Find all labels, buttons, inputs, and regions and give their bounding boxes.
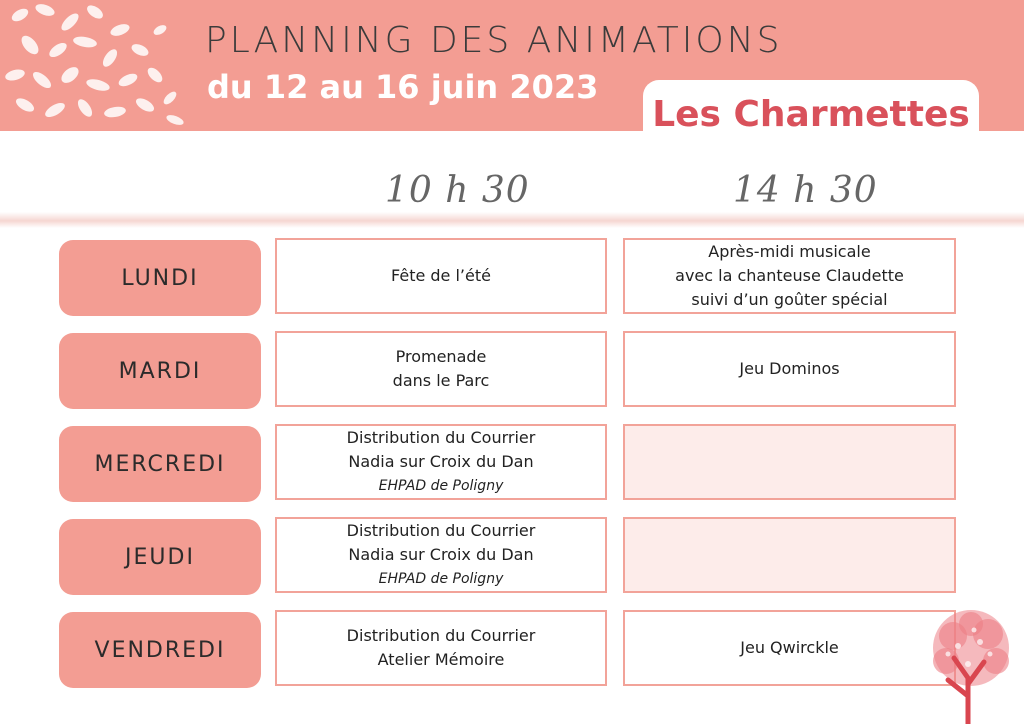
day-label: VENDREDI	[59, 612, 261, 688]
activity-line: Atelier Mémoire	[377, 650, 505, 669]
day-label: MARDI	[59, 333, 261, 409]
activity-line: Jeu Dominos	[739, 359, 840, 378]
activity-line: Distribution du Courrier	[346, 626, 536, 645]
page-title: PLANNING DES ANIMATIONS	[205, 20, 783, 61]
activity-cell-afternoon-empty	[623, 424, 956, 500]
activity-cell-morning	[275, 424, 607, 500]
activity-line: Promenade	[395, 347, 487, 366]
activity-cell-afternoon	[623, 610, 956, 686]
leaf-cluster-icon	[0, 0, 200, 131]
activity-line-location: EHPAD de Poligny	[378, 478, 504, 494]
activity-line: Nadia sur Croix du Dan	[348, 452, 534, 471]
activity-cell-afternoon-empty	[623, 517, 956, 593]
day-label: MERCREDI	[59, 426, 261, 502]
site-name: Les Charmettes	[643, 80, 979, 148]
activity-line: Après-midi musicale	[708, 242, 871, 261]
tree-icon	[918, 606, 1024, 724]
activity-line: Nadia sur Croix du Dan	[348, 545, 534, 564]
activity-line: dans le Parc	[392, 371, 490, 390]
activity-cell-morning	[275, 610, 607, 686]
activity-line: suivi d’un goûter spécial	[691, 290, 888, 309]
activity-line: avec la chanteuse Claudette	[675, 266, 904, 285]
divider	[0, 212, 1024, 228]
activity-line: Jeu Qwirckle	[740, 638, 839, 657]
time-afternoon: 14 h 30	[733, 170, 878, 211]
activity-line-location: EHPAD de Poligny	[378, 571, 504, 587]
activity-cell-afternoon	[623, 331, 956, 407]
activity-line: Distribution du Courrier	[346, 521, 536, 540]
activity-line: Distribution du Courrier	[346, 428, 536, 447]
day-label: LUNDI	[59, 240, 261, 316]
date-range: du 12 au 16 juin 2023	[207, 68, 599, 106]
activity-line: Fête de l’été	[391, 266, 491, 285]
activity-cell-afternoon	[623, 238, 956, 314]
time-morning: 10 h 30	[385, 170, 530, 211]
day-label: JEUDI	[59, 519, 261, 595]
activity-cell-morning	[275, 331, 607, 407]
activity-cell-morning	[275, 517, 607, 593]
activity-cell-morning	[275, 238, 607, 314]
